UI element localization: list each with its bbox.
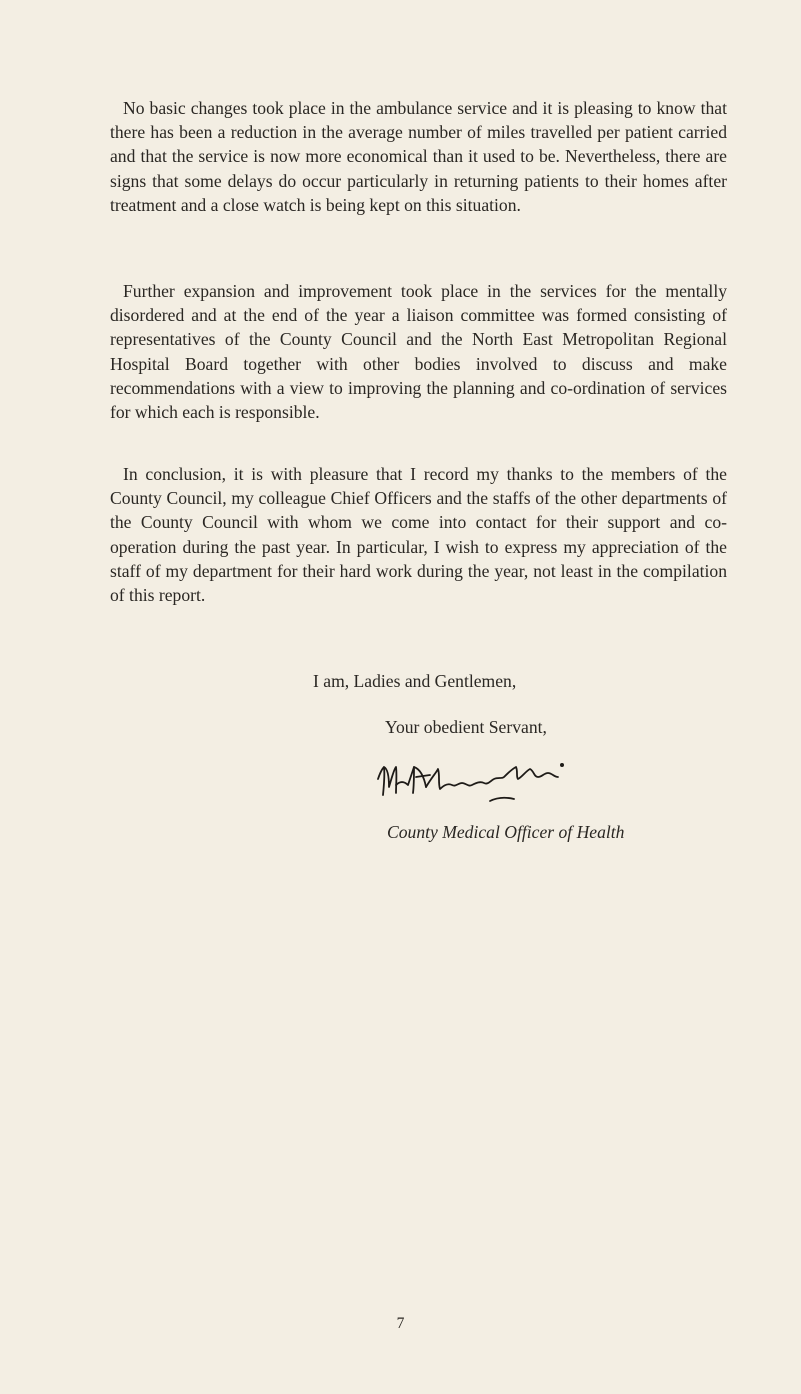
handwritten-signature	[374, 755, 724, 817]
signatory-title: County Medical Officer of Health	[387, 822, 625, 842]
paragraph-conclusion: In conclusion, it is with pleasure that I record my thanks to the members of the County Council, my colleague Chief Officers and the staffs of the other departments of the County Council with whom we come into contact for their support and co-operation during the past year. In particular, I wish to express my appreciation of the staff of my department for their hard work during the year, not least in the compilation of this report.	[110, 464, 727, 606]
paragraph-mental-health-services: Further expansion and improvement took place in the services for the mentally disordered and at the end of the year a liaison committee was formed consisting of representatives of the County Council and the North East Metropolitan Regional Hospital Board together with other bodies involved to discuss and make recommendations with a view to improving the planning and co-ordination of services for which each is responsible.	[110, 281, 727, 423]
page-number: 7	[396, 1315, 405, 1332]
closing-servant: Your obedient Servant,	[385, 717, 547, 737]
closing-salutation: I am, Ladies and Gentlemen,	[313, 671, 517, 691]
paragraph-ambulance-service: No basic changes took place in the ambulance service and it is pleasing to know that there has been a reduction in the average number of miles travelled per patient carried and that the service is now more economical than it used to be. Nevertheless, there are signs that some delays do occur particularly in returning patients to their homes after treatment and a close watch is being kept on this situation.	[110, 98, 727, 215]
